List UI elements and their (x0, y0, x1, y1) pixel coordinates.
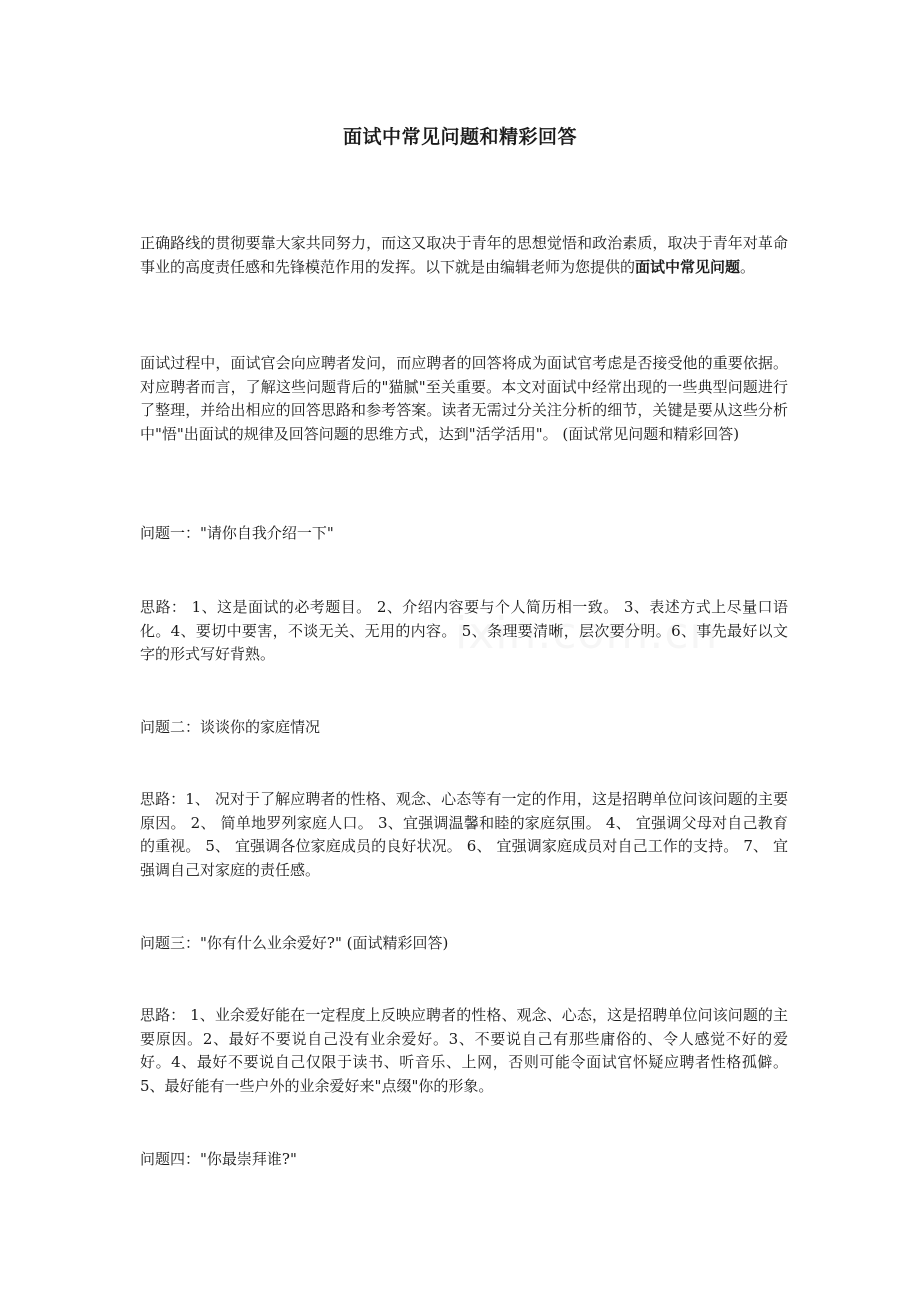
intro-paragraph (140, 232, 788, 279)
intro-text: 正确路线的贯彻要靠大家共同努力，而这又取决于青年的思想觉悟和政治素质，取决于青年对革命事业的高度责任感和先锋模范作用的发挥。以下就是由编辑老师为您提供的 (140, 234, 788, 276)
intro-bold-text: 面试中常见问题 (635, 257, 741, 276)
question-2-answer: 思路：1、 况对于了解应聘者的性格、观念、心态等有一定的作用，这是招聘单位问该问题的主要原因。 2、 简单地罗列家庭人口。 3、宜强调温馨和睦的家庭氛围。 4、 宜强调父母对自己教育的重视。 5、 宜强调各位家庭成员的良好状况。 6、 宜强调家庭成员对自己工作的支持。 7、 宜强调自己对家庭的责任感。 (140, 790, 788, 879)
intro-end: 。 (740, 257, 756, 276)
question-3-heading: 问题三："你有什么业余爱好?" (面试精彩回答) (140, 934, 449, 952)
question-1-answer: 思路： 1、这是面试的必考题目。 2、介绍内容要与个人简历相一致。 3、表述方式上尽量口语化。4、要切中要害，不谈无关、无用的内容。 5、条理要清晰，层次要分明。6、事先最好以文字的形式写好背熟。 (140, 598, 788, 663)
question-2-heading: 问题二：谈谈你的家庭情况 (140, 718, 321, 736)
paragraph-overview: 面试过程中，面试官会向应聘者发问，而应聘者的回答将成为面试官考虑是否接受他的重要依据。对应聘者而言，了解这些问题背后的"猫腻"至关重要。本文对面试中经常出现的一些典型问题进行了整理，并给出相应的回答思路和参考答案。读者无需过分关注分析的细节，关键是要从这些分析中"悟"出面试的规律及回答问题的思维方式，达到"活学活用"。 (面试常见问题和精彩回答) (140, 354, 788, 443)
question-3-answer: 思路： 1、业余爱好能在一定程度上反映应聘者的性格、观念、心态，这是招聘单位问该问题的主要原因。2、最好不要说自己没有业余爱好。3、不要说自己有那些庸俗的、令人感觉不好的爱好。4、最好不要说自己仅限于读书、听音乐、上网，否则可能令面试官怀疑应聘者性格孤僻。 5、最好能有一些户外的业余爱好来"点缀"你的形象。 (140, 1006, 788, 1095)
document-title: 面试中常见问题和精彩回答 (342, 126, 577, 148)
question-1-heading: 问题一："请你自我介绍一下" (140, 524, 334, 542)
question-4-heading: 问题四："你最崇拜谁?" (140, 1150, 297, 1168)
